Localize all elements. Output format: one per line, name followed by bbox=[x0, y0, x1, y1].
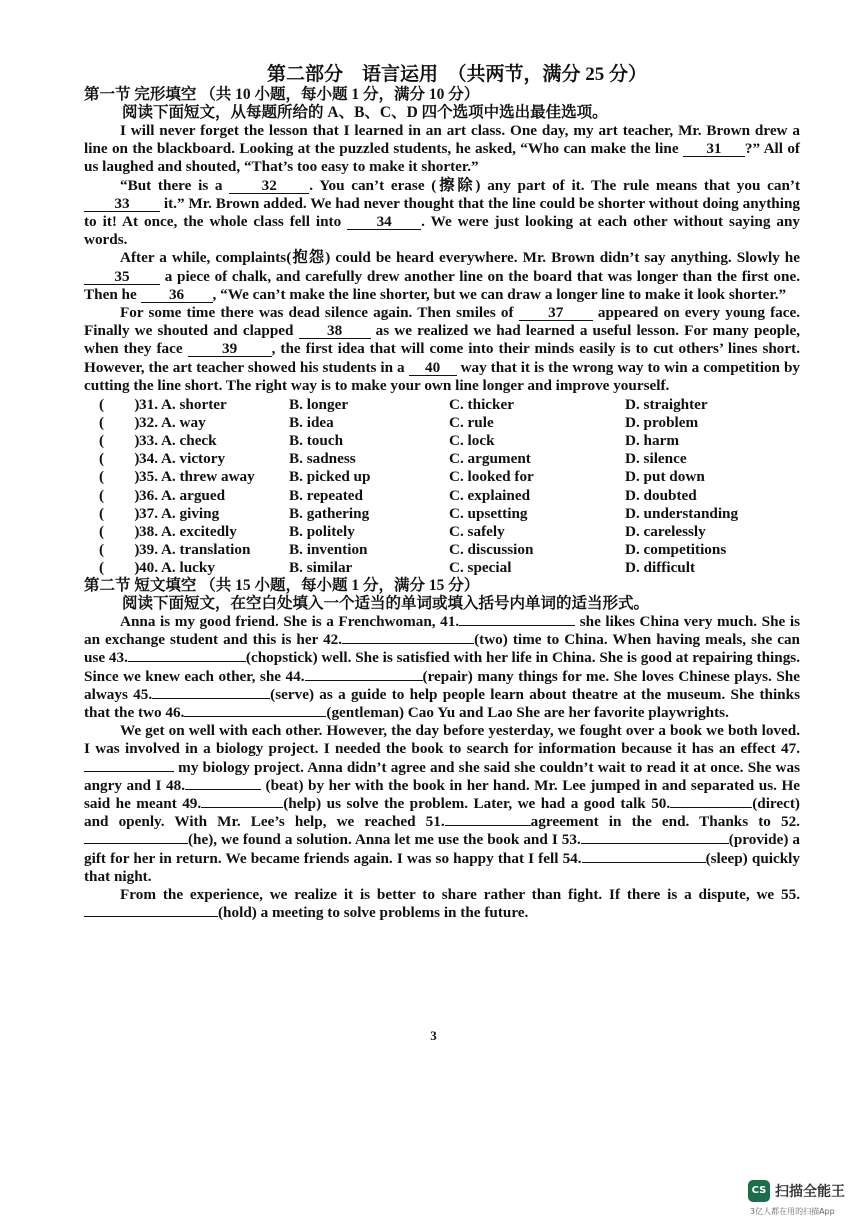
option-a: 35. A. threw away bbox=[139, 468, 255, 486]
option-c: C. thicker bbox=[449, 396, 514, 414]
cloze-paragraph-2: “But there is a 32 . You can’t erase (擦除) any part of it. The rule means that you can’t 33 it.” Mr. Brown added. We had never thought that the line could be shorter without doing anything to it! At once, the whole class fell into 34 . We were just looking at each other without saying any words. bbox=[84, 176, 801, 249]
section1-instruction: 阅读下面短文，从每题所给的 A、B、C、D 四个选项中选出最佳选项。 bbox=[122, 104, 608, 121]
blank-53[interactable] bbox=[581, 843, 729, 844]
blank-47[interactable] bbox=[84, 771, 174, 772]
option-b: B. idea bbox=[289, 414, 334, 432]
option-b: B. touch bbox=[289, 432, 344, 450]
option-a: 37. A. giving bbox=[139, 504, 220, 522]
cloze-paragraph-1: I will never forget the lesson that I learned in an art class. One day, my art teacher, Mr. Brown drew a line on the blackboard. Looking at the puzzled students, he asked, “Who can make the line 31 ?” All of us laughed and shouted, “That’s too easy to make it shorter.” bbox=[84, 122, 800, 176]
exam-page bbox=[84, 64, 800, 922]
cloze-paragraph-4: For some time there was dead silence again. Then smiles of 37 appeared on every young face. Finally we shouted and clapped 38 as we realized we had learned a useful lesson. For many people, when they face 39 , the first idea that will come into their minds easily is to cut others’ lines short. However, the art teacher showed his students in a 40 way that it is the wrong way to win a competition by cutting the line short. The right way is to make your own line longer and improve yourself. bbox=[84, 304, 800, 394]
scanner-watermark bbox=[748, 1180, 860, 1220]
option-c: C. safely bbox=[449, 522, 505, 540]
section2-instruction: 阅读下面短文，在空白处填入一个适当的单词或填入括号内单词的适当形式。 bbox=[122, 594, 650, 612]
scanner-slogan: 3亿人都在用的扫描App bbox=[750, 1207, 835, 1216]
option-c: C. rule bbox=[449, 414, 494, 432]
section1-title: 第一节 完形填空 （共 10 小题，每小题 1 分，满分 10 分） bbox=[84, 86, 480, 103]
option-a: 32. A. way bbox=[139, 414, 206, 432]
option-a: 39. A. translation bbox=[139, 540, 251, 558]
blank-36: 36 bbox=[141, 287, 213, 303]
option-d: D. straighter bbox=[625, 396, 708, 414]
blank-44[interactable] bbox=[305, 680, 423, 681]
option-d: D. doubted bbox=[625, 486, 697, 504]
section2-title: 第二节 短文填空 （共 15 小题，每小题 1 分，满分 15 分） bbox=[84, 576, 480, 594]
option-a: 34. A. victory bbox=[139, 450, 226, 468]
option-b: B. repeated bbox=[289, 486, 363, 504]
blank-43[interactable] bbox=[128, 661, 246, 662]
answer-paren[interactable]: ( ) bbox=[99, 414, 140, 432]
answer-paren[interactable]: ( ) bbox=[99, 522, 140, 540]
option-c: C. argument bbox=[449, 450, 531, 468]
blank-42[interactable] bbox=[342, 643, 474, 644]
option-d: D. difficult bbox=[625, 558, 696, 576]
option-c: C. discussion bbox=[449, 540, 534, 558]
blank-45[interactable] bbox=[152, 698, 270, 699]
option-c: C. lock bbox=[449, 432, 495, 450]
option-b: B. politely bbox=[289, 522, 355, 540]
blank-37: 37 bbox=[519, 305, 593, 321]
option-b: B. gathering bbox=[289, 504, 370, 522]
option-d: D. harm bbox=[625, 432, 679, 450]
answer-paren[interactable]: ( ) bbox=[99, 540, 140, 558]
option-d: D. problem bbox=[625, 414, 699, 432]
blank-38: 38 bbox=[299, 323, 371, 339]
blank-40: 40 bbox=[409, 360, 457, 376]
blank-35: 35 bbox=[84, 269, 160, 285]
fill-paragraph-1: Anna is my good friend. She is a Frenchwoman, 41. she likes China very much. She is an exchange student and this is her 42. (two) time to China. When having meals, she can use 43. (chopstick) well. She is satisfied with her life in China. She is good at repairing things. Since we knew each other, she 44. (repair) many things for me. She loves Chinese plays. She always 45. (serve) as a guide to help people learn about theatre at the museum. She thinks that the two 46. (gentleman) Cao Yu and Lao She are her favorite playwrights. bbox=[84, 612, 800, 721]
answer-paren[interactable]: ( ) bbox=[99, 558, 140, 576]
option-d: D. understanding bbox=[625, 504, 739, 522]
option-d: D. competitions bbox=[625, 540, 727, 558]
option-b: B. picked up bbox=[289, 468, 371, 486]
option-a: 36. A. argued bbox=[139, 486, 226, 504]
option-a: 40. A. lucky bbox=[139, 558, 215, 576]
cloze-paragraph-3: After a while, complaints(抱怨) could be heard everywhere. Mr. Brown didn’t say anything. Slowly he 35 a piece of chalk, and carefully drew another line on the board that was longer than the first one. Then he 36 , “We can’t make the line shorter, but we can draw a longer line to make it look shorter.” bbox=[84, 249, 800, 303]
option-a: 38. A. excitedly bbox=[139, 522, 237, 540]
option-b: B. sadness bbox=[289, 450, 356, 468]
answer-paren[interactable]: ( ) bbox=[99, 450, 140, 468]
blank-41[interactable] bbox=[459, 625, 575, 626]
answer-paren[interactable]: ( ) bbox=[99, 504, 140, 522]
option-c: C. explained bbox=[449, 486, 531, 504]
answer-paren[interactable]: ( ) bbox=[99, 432, 140, 450]
blank-31: 31 bbox=[683, 141, 745, 157]
blank-33: 33 bbox=[84, 196, 160, 212]
camscanner-icon: CS bbox=[748, 1180, 770, 1202]
answer-paren[interactable]: ( ) bbox=[99, 468, 140, 486]
options-grid bbox=[99, 396, 800, 577]
answer-paren[interactable]: ( ) bbox=[99, 486, 140, 504]
option-a: 31. A. shorter bbox=[139, 396, 227, 414]
option-d: D. silence bbox=[625, 450, 687, 468]
part-title: 第二部分 语言运用 （共两节，满分 25 分） bbox=[266, 64, 647, 85]
scanner-app-name: 扫描全能王 bbox=[775, 1184, 845, 1200]
fill-paragraph-3: From the experience, we realize it is better to share rather than fight. If there is a dispute, we 55.(hold) a meeting to solve problems in the future. bbox=[84, 886, 800, 922]
blank-54[interactable] bbox=[582, 862, 706, 863]
option-d: D. carelessly bbox=[625, 522, 706, 540]
page-number: 3 bbox=[430, 1028, 437, 1043]
option-c: C. upsetting bbox=[449, 504, 528, 522]
blank-46[interactable] bbox=[184, 716, 326, 717]
answer-paren[interactable]: ( ) bbox=[99, 396, 140, 414]
blank-34: 34 bbox=[347, 214, 421, 230]
blank-55[interactable] bbox=[84, 916, 218, 917]
option-b: B. invention bbox=[289, 540, 368, 558]
blank-49[interactable] bbox=[201, 807, 283, 808]
fill-paragraph-2: We get on well with each other. However, the day before yesterday, we fought over a book we both loved. I was involved in a biology project. I needed the book to search for information because it has an effect 47. my biology project. Anna didn’t agree and she said she couldn’t wait to read it at once. She was angry and I 48. (beat) by her with the book in her hand. Mr. Lee jumped in and separated us. He said he meant 49. (help) us solve the problem. Later, we had a good talk 50. (direct) and openly. With Mr. Lee’s help, we reached 51. agreement in the end. Thanks to 52.(he), we found a solution. Anna let me use the book and I 53. (provide) a gift for her in return. We became friends again. I was so happy that I fell 54. (sleep) quickly that night. bbox=[84, 722, 801, 885]
blank-51[interactable] bbox=[445, 825, 531, 826]
option-d: D. put down bbox=[625, 468, 705, 486]
option-b: B. similar bbox=[289, 558, 353, 576]
option-b: B. longer bbox=[289, 396, 349, 414]
blank-32: 32 bbox=[229, 178, 309, 194]
option-c: C. special bbox=[449, 558, 512, 576]
blank-39: 39 bbox=[188, 341, 272, 357]
blank-48[interactable] bbox=[185, 789, 261, 790]
option-a: 33. A. check bbox=[139, 432, 217, 450]
blank-50[interactable] bbox=[670, 807, 752, 808]
blank-52[interactable] bbox=[84, 843, 188, 844]
option-c: C. looked for bbox=[449, 468, 534, 486]
